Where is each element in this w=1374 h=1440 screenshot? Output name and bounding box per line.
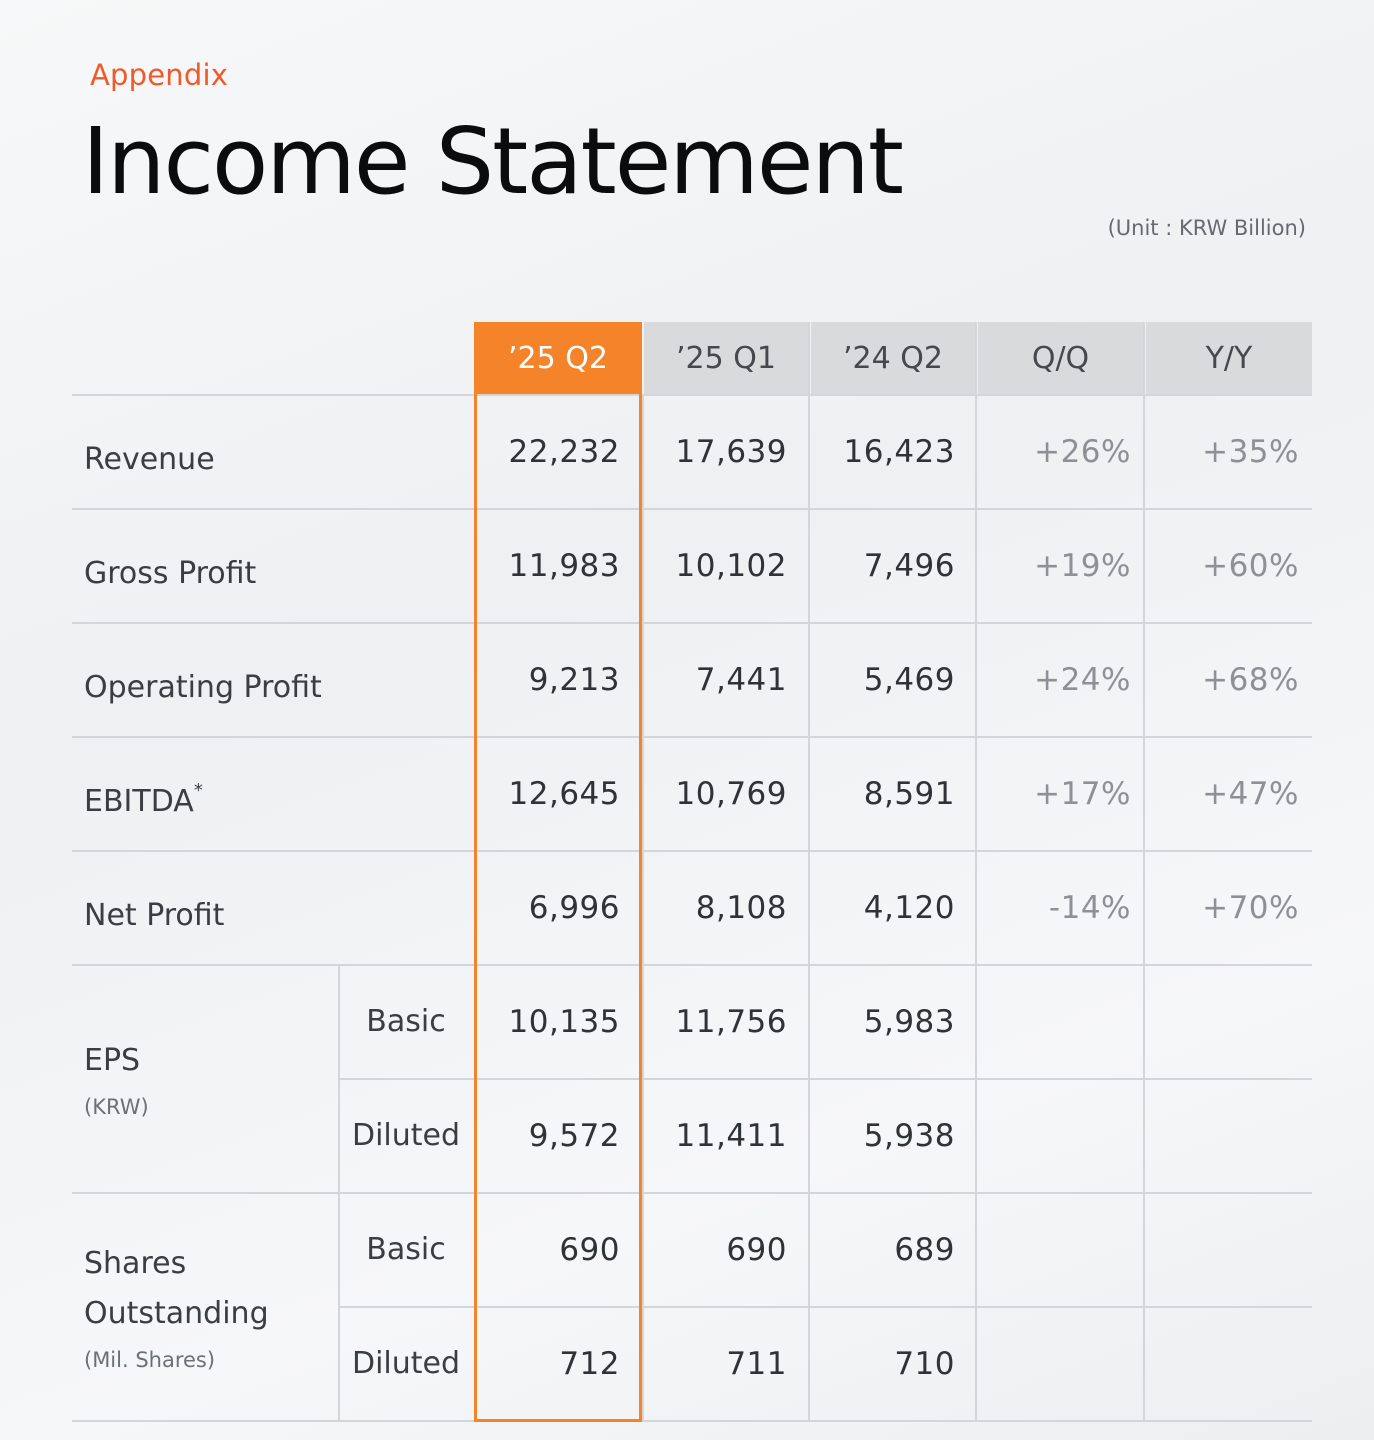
gross-profit-qq: +19%: [1034, 548, 1131, 584]
row-label-operating-profit: Operating Profit: [84, 670, 322, 705]
shares-unit: (Mil. Shares): [84, 1348, 216, 1372]
ebitda-24q2: 8,591: [863, 776, 955, 812]
section-label: Appendix: [90, 58, 229, 92]
net-profit-qq: -14%: [1048, 890, 1131, 926]
eps-diluted-label: Diluted: [351, 1118, 461, 1153]
row-label-ebitda: EBITDA*: [84, 780, 203, 819]
net-profit-yy: +70%: [1202, 890, 1299, 926]
gross-profit-25q2: 11,983: [508, 548, 620, 584]
table-divider: [72, 1420, 1312, 1422]
eps-diluted-25q1: 11,411: [675, 1118, 787, 1154]
table-divider: [72, 736, 1312, 738]
table-divider: [72, 394, 1312, 396]
revenue-qq: +26%: [1034, 434, 1131, 470]
table-divider: [72, 622, 1312, 624]
table-divider: [339, 1306, 1312, 1308]
row-label-gross-profit: Gross Profit: [84, 556, 257, 591]
ebitda-qq: +17%: [1034, 776, 1131, 812]
column-header-25q2: ’25 Q2: [474, 322, 642, 395]
column-divider: [642, 395, 644, 1421]
row-label-shares: Shares: [84, 1246, 187, 1281]
page-title: Income Statement: [82, 108, 902, 215]
column-header-25q1: ’25 Q1: [644, 322, 808, 395]
operating-profit-qq: +24%: [1034, 662, 1131, 698]
gross-profit-yy: +60%: [1202, 548, 1299, 584]
eps-basic-25q1: 11,756: [675, 1004, 787, 1040]
column-header-qq: Q/Q: [978, 322, 1143, 395]
row-label-outstanding: Outstanding: [84, 1296, 269, 1331]
table-divider: [72, 1192, 1312, 1194]
revenue-25q2: 22,232: [508, 434, 620, 470]
column-divider: [1143, 322, 1145, 1421]
shares-diluted-25q1: 711: [726, 1346, 787, 1382]
shares-basic-label: Basic: [366, 1232, 446, 1267]
operating-profit-24q2: 5,469: [863, 662, 955, 698]
ebitda-25q1: 10,769: [675, 776, 787, 812]
table-divider: [72, 850, 1312, 852]
shares-diluted-25q2: 712: [559, 1346, 620, 1382]
revenue-25q1: 17,639: [675, 434, 787, 470]
column-divider: [975, 322, 977, 1421]
eps-unit: (KRW): [84, 1095, 149, 1119]
shares-basic-25q1: 690: [726, 1232, 787, 1268]
column-header-yy: Y/Y: [1146, 322, 1312, 395]
eps-diluted-24q2: 5,938: [863, 1118, 955, 1154]
eps-basic-25q2: 10,135: [508, 1004, 620, 1040]
net-profit-24q2: 4,120: [863, 890, 955, 926]
net-profit-25q2: 6,996: [528, 890, 620, 926]
revenue-24q2: 16,423: [843, 434, 955, 470]
table-divider: [339, 1078, 1312, 1080]
column-divider: [808, 322, 810, 1421]
eps-basic-label: Basic: [366, 1004, 446, 1039]
shares-diluted-24q2: 710: [894, 1346, 955, 1382]
net-profit-25q1: 8,108: [695, 890, 787, 926]
column-header-24q2: ’24 Q2: [811, 322, 975, 395]
ebitda-25q2: 12,645: [508, 776, 620, 812]
operating-profit-25q1: 7,441: [695, 662, 787, 698]
gross-profit-24q2: 7,496: [863, 548, 955, 584]
operating-profit-25q2: 9,213: [528, 662, 620, 698]
row-label-net-profit: Net Profit: [84, 898, 225, 933]
ebitda-yy: +47%: [1202, 776, 1299, 812]
row-label-revenue: Revenue: [84, 442, 215, 477]
gross-profit-25q1: 10,102: [675, 548, 787, 584]
eps-diluted-25q2: 9,572: [528, 1118, 620, 1154]
row-label-eps: EPS: [84, 1043, 141, 1078]
table-divider: [72, 508, 1312, 510]
unit-note: (Unit : KRW Billion): [1107, 216, 1306, 240]
table-divider: [72, 964, 1312, 966]
revenue-yy: +35%: [1202, 434, 1299, 470]
shares-basic-24q2: 689: [894, 1232, 955, 1268]
ebitda-footnote-marker: *: [193, 780, 203, 801]
shares-diluted-label: Diluted: [351, 1346, 461, 1381]
shares-basic-25q2: 690: [559, 1232, 620, 1268]
eps-basic-24q2: 5,983: [863, 1004, 955, 1040]
operating-profit-yy: +68%: [1202, 662, 1299, 698]
